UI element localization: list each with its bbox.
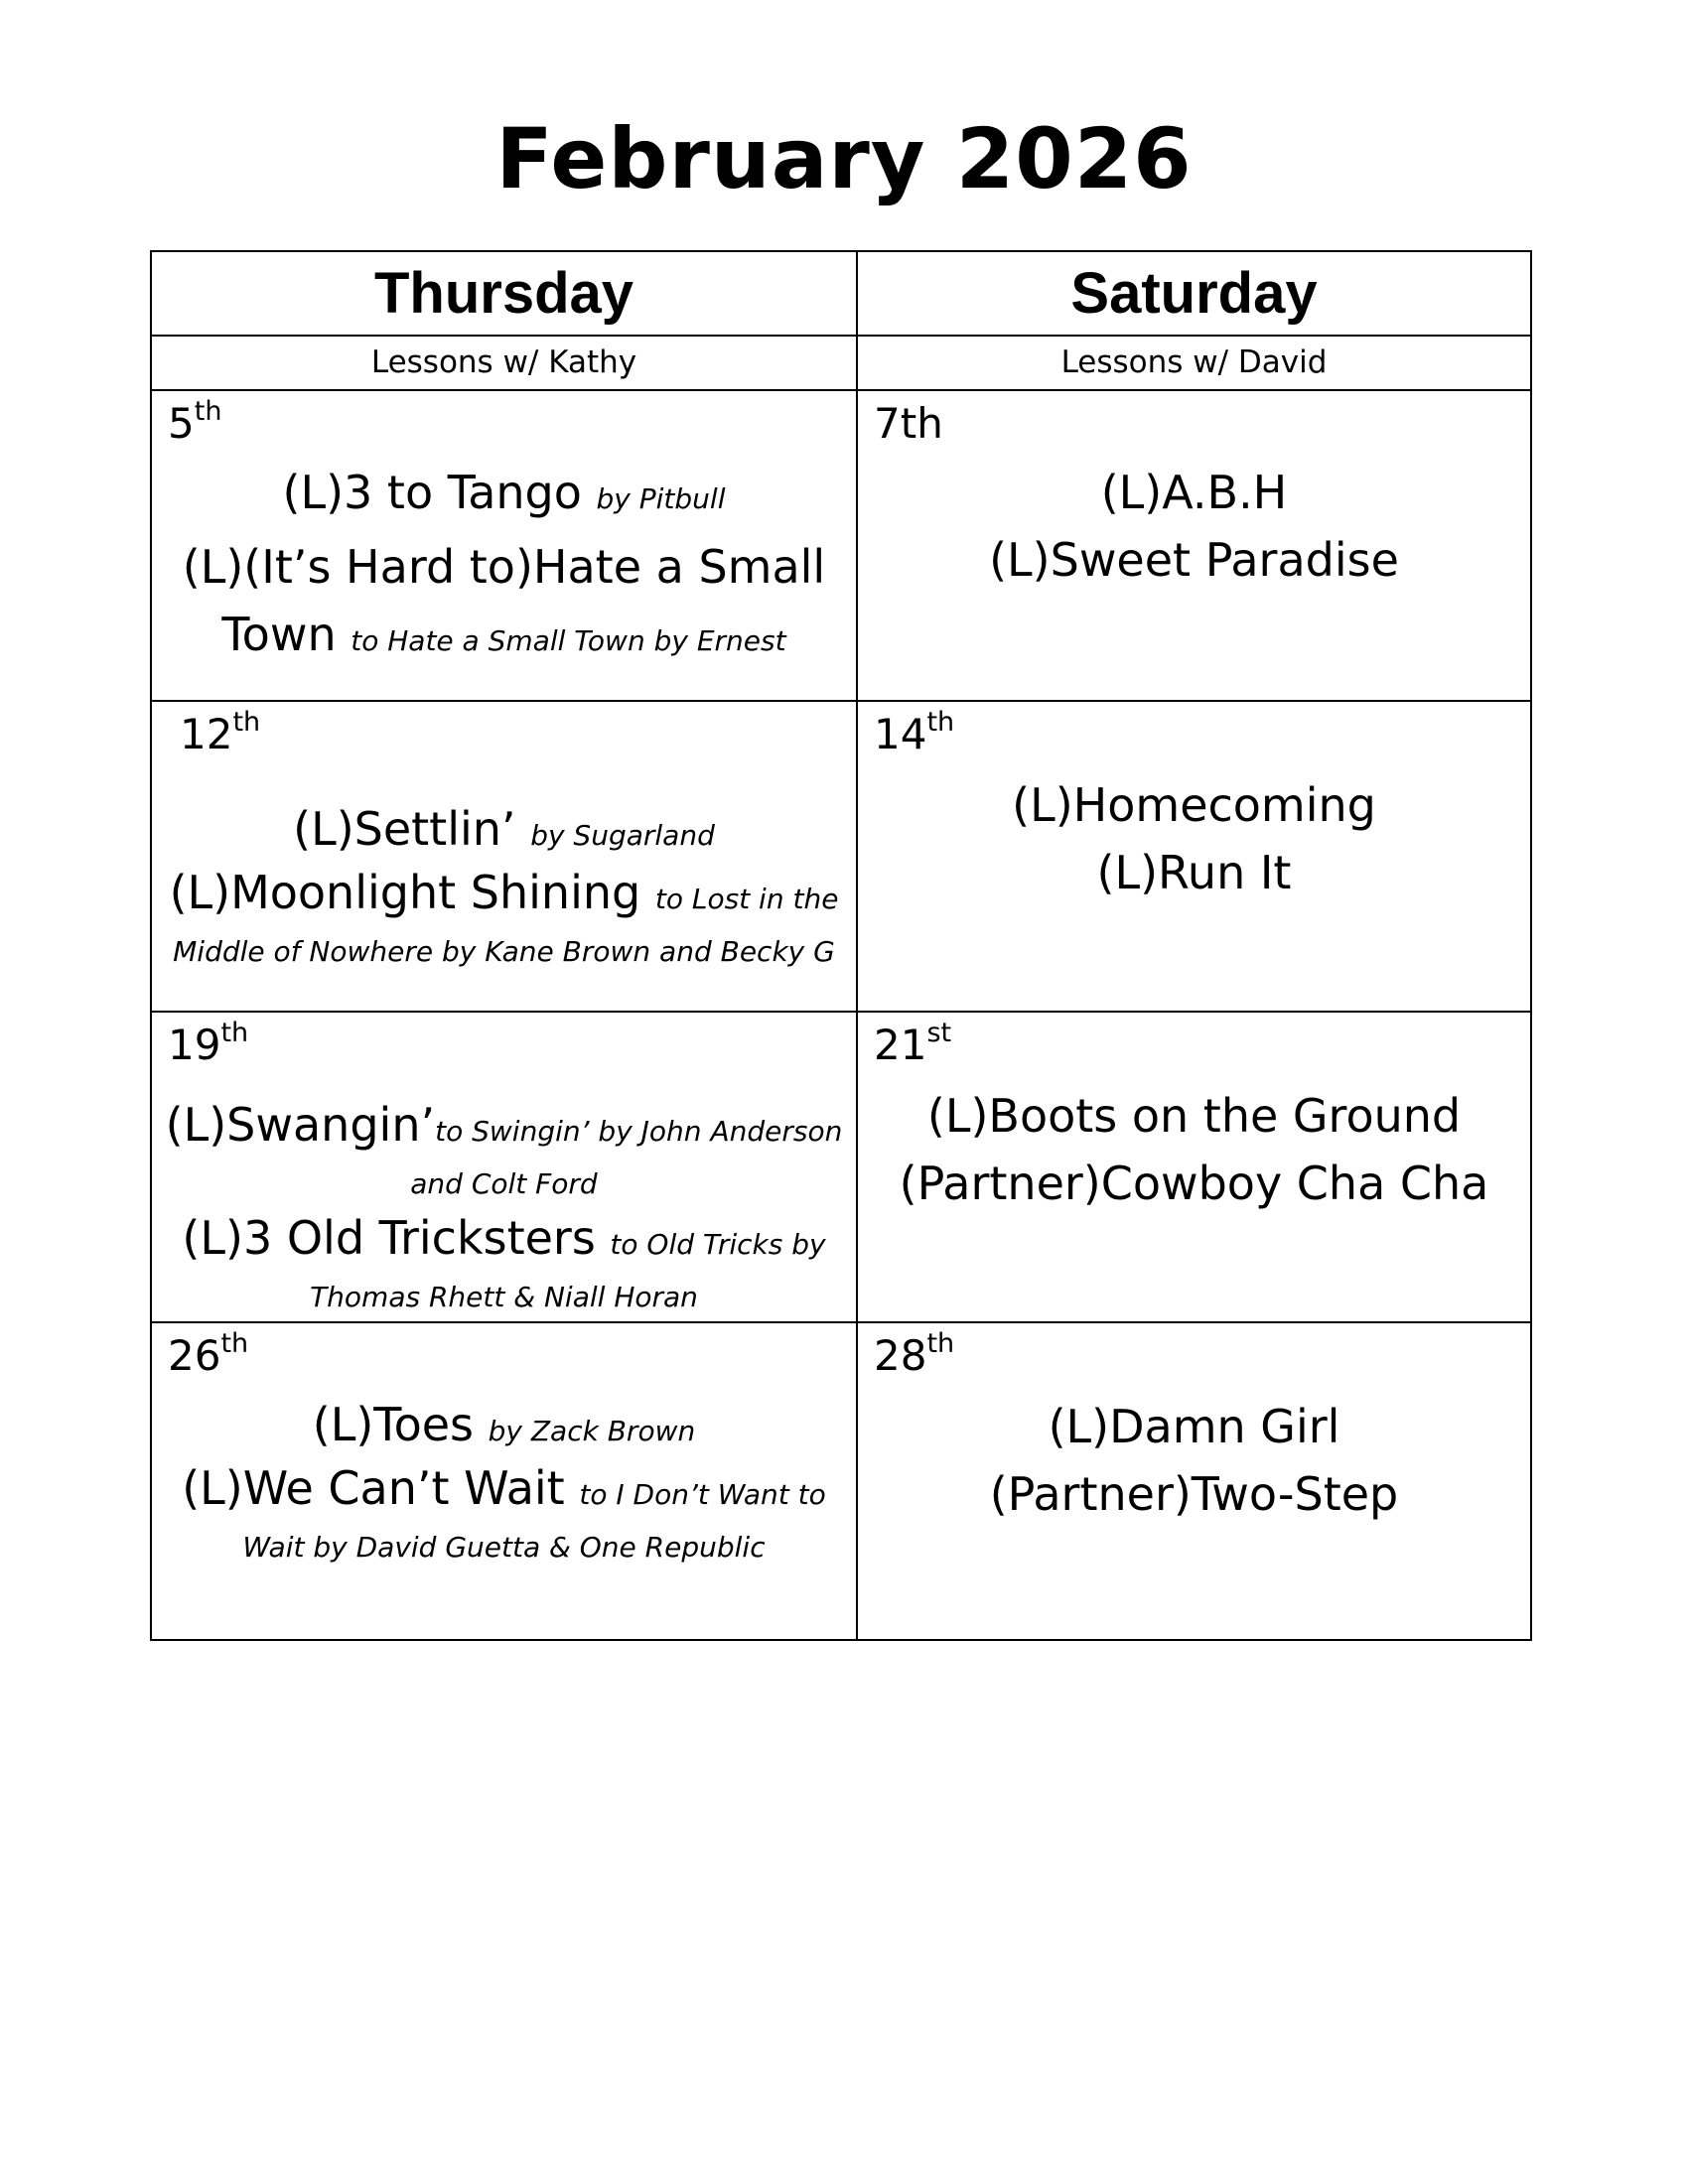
- instructor-saturday: Lessons w/ David: [1060, 344, 1328, 380]
- day-heading-thursday: Thursday: [373, 260, 634, 326]
- day-cell: [152, 1013, 858, 1321]
- day-cell: [858, 1323, 1530, 1639]
- date-label: 21st: [874, 1018, 952, 1069]
- dance-entry: (L)Damn Girl: [1048, 1400, 1340, 1453]
- thursday-subheader-cell: [152, 337, 858, 389]
- schedule-table: [150, 250, 1532, 1641]
- dance-list: [868, 459, 1520, 594]
- table-header-row: [152, 252, 1530, 335]
- day-cell: [152, 1323, 858, 1639]
- date-label: 14th: [874, 707, 955, 758]
- dance-list: [162, 1098, 846, 1328]
- page-title: February 2026: [495, 110, 1193, 207]
- dance-entry: (L)Boots on the Ground: [926, 1089, 1462, 1143]
- week-row: [152, 389, 1530, 700]
- date-label: 7th: [874, 399, 943, 448]
- dance-entry: (L)We Can’t Wait to I Don’t Want to Wait by David Guetta & One Republic: [182, 1461, 826, 1564]
- dance-entry: (Partner)Cowboy Cha Cha: [899, 1157, 1489, 1210]
- dance-list: [162, 795, 846, 983]
- date-label: 19th: [168, 1018, 249, 1069]
- date-label: 5th: [168, 396, 222, 448]
- saturday-subheader-cell: [858, 337, 1530, 389]
- saturday-header-cell: [858, 252, 1530, 335]
- dance-entry: (L)A.B.H: [1100, 466, 1288, 519]
- day-cell: [858, 702, 1530, 1011]
- dance-list: [162, 1391, 846, 1578]
- dance-entry: (L)(It’s Hard to)Hate a Small Town to Hate a Small Town by Ernest: [182, 540, 826, 661]
- dance-list: [162, 459, 846, 675]
- day-cell: [152, 702, 858, 1011]
- day-cell: [152, 391, 858, 700]
- dance-list: [868, 1393, 1520, 1528]
- date-label: 28th: [874, 1328, 955, 1380]
- dance-entry: (L)Moonlight Shining to Lost in the Middle of Nowhere by Kane Brown and Becky G: [169, 866, 839, 968]
- instructor-thursday: Lessons w/ Kathy: [370, 344, 637, 380]
- dance-entry: (L)3 Old Tricksters to Old Tricks by Thomas Rhett & Niall Horan: [182, 1211, 826, 1313]
- dance-entry: (L)Sweet Paradise: [989, 533, 1399, 587]
- week-row: [152, 1011, 1530, 1321]
- dance-entry: (L)Homecoming: [1012, 778, 1376, 832]
- dance-entry: (L)Run It: [1096, 846, 1292, 899]
- dance-entry: (L)Swangin’to Swingin’ by John Anderson and Colt Ford: [165, 1098, 843, 1200]
- dance-entry: (L)3 to Tango by Pitbull: [282, 466, 726, 519]
- thursday-header-cell: [152, 252, 858, 335]
- dance-entry: (L)Toes by Zack Brown: [312, 1398, 696, 1451]
- day-cell: [858, 1013, 1530, 1321]
- day-cell: [858, 391, 1530, 700]
- dance-list: [868, 1082, 1520, 1217]
- dance-entry: (Partner)Two-Step: [989, 1467, 1399, 1521]
- dance-list: [868, 771, 1520, 906]
- date-label: 12th: [180, 707, 261, 758]
- dance-entry: (L)Settlin’ by Sugarland: [293, 802, 715, 856]
- week-row: [152, 700, 1530, 1011]
- table-subheader-row: [152, 335, 1530, 389]
- week-row: [152, 1321, 1530, 1639]
- date-label: 26th: [168, 1328, 249, 1380]
- day-heading-saturday: Saturday: [1070, 260, 1318, 326]
